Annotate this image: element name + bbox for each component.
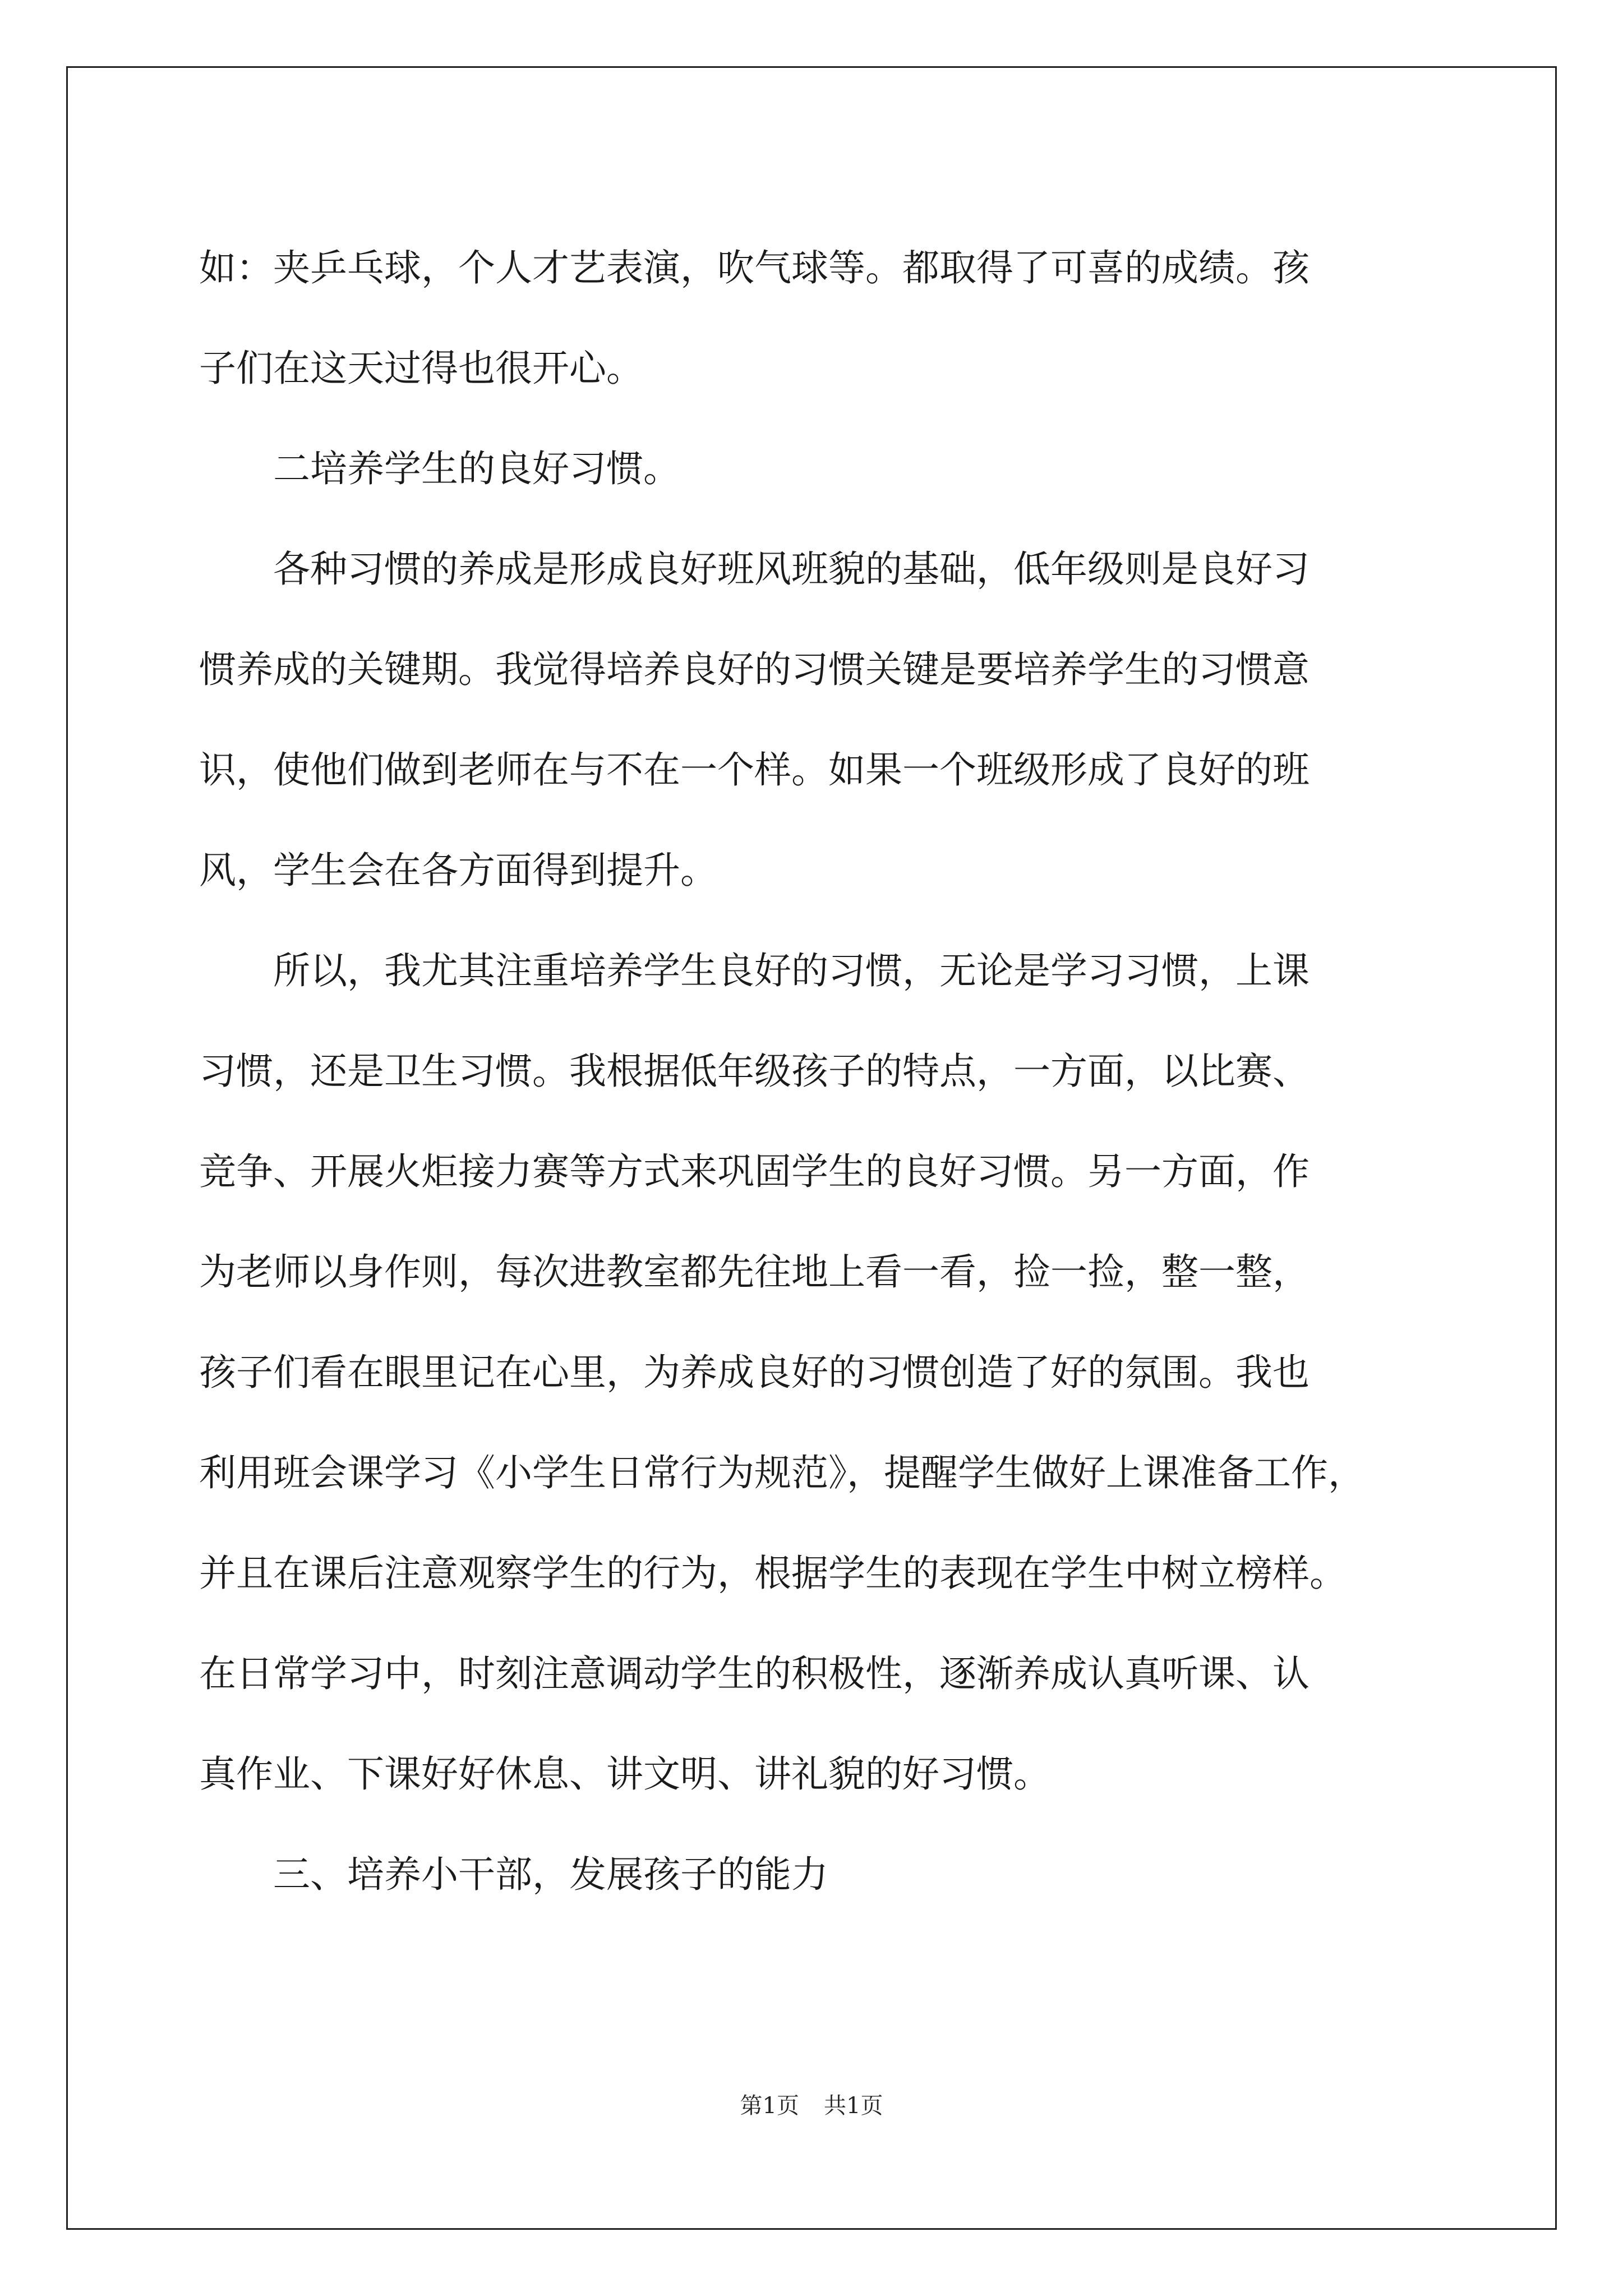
text-line: 竞争、开展火炬接力赛等方式来巩固学生的良好习惯。另一方面，作 [199,1150,1310,1193]
text-line: 真作业、下课好好休息、讲文明、讲礼貌的好习惯。 [199,1752,1050,1796]
text-line: 各种习惯的养成是形成良好班风班貌的基础，低年级则是良好习 [273,547,1310,591]
text-line: 子们在这天过得也很开心。 [199,347,643,390]
text-line: 风，学生会在各方面得到提升。 [199,849,717,892]
page-number: 第1页 [740,2093,799,2119]
text-line: 所以，我尤其注重培养学生良好的习惯，无论是学习习惯，上课 [273,949,1310,992]
text-line: 并且在课后注意观察学生的行为，根据学生的表现在学生中树立榜样。 [199,1552,1347,1595]
section-heading: 三、培养小干部，发展孩子的能力 [273,1853,828,1896]
text-line: 在日常学习中，时刻注意调动学生的积极性，逐渐养成认真听课、认 [199,1652,1310,1695]
section-heading: 二培养学生的良好习惯。 [273,447,680,490]
document-body [199,218,1433,1925]
text-line: 为老师以身作则，每次进教室都先往地上看一看，捡一捡，整一整， [199,1250,1310,1294]
text-line: 孩子们看在眼里记在心里，为养成良好的习惯创造了好的氛围。我也 [199,1351,1310,1394]
text-line: 习惯，还是卫生习惯。我根据低年级孩子的特点，一方面，以比赛、 [199,1050,1310,1093]
text-line: 识，使他们做到老师在与不在一个样。如果一个班级形成了良好的班 [199,748,1310,792]
text-line: 如：夹乒乓球，个人才艺表演，吹气球等。都取得了可喜的成绩。孩 [199,246,1310,289]
text-line: 惯养成的关键期。我觉得培养良好的习惯关键是要培养学生的习惯意 [199,648,1310,691]
page-total: 共1页 [824,2093,883,2119]
text-line: 利用班会课学习《小学生日常行为规范》，提醒学生做好上课准备工作， [199,1451,1365,1494]
page-footer [0,2088,1623,2120]
